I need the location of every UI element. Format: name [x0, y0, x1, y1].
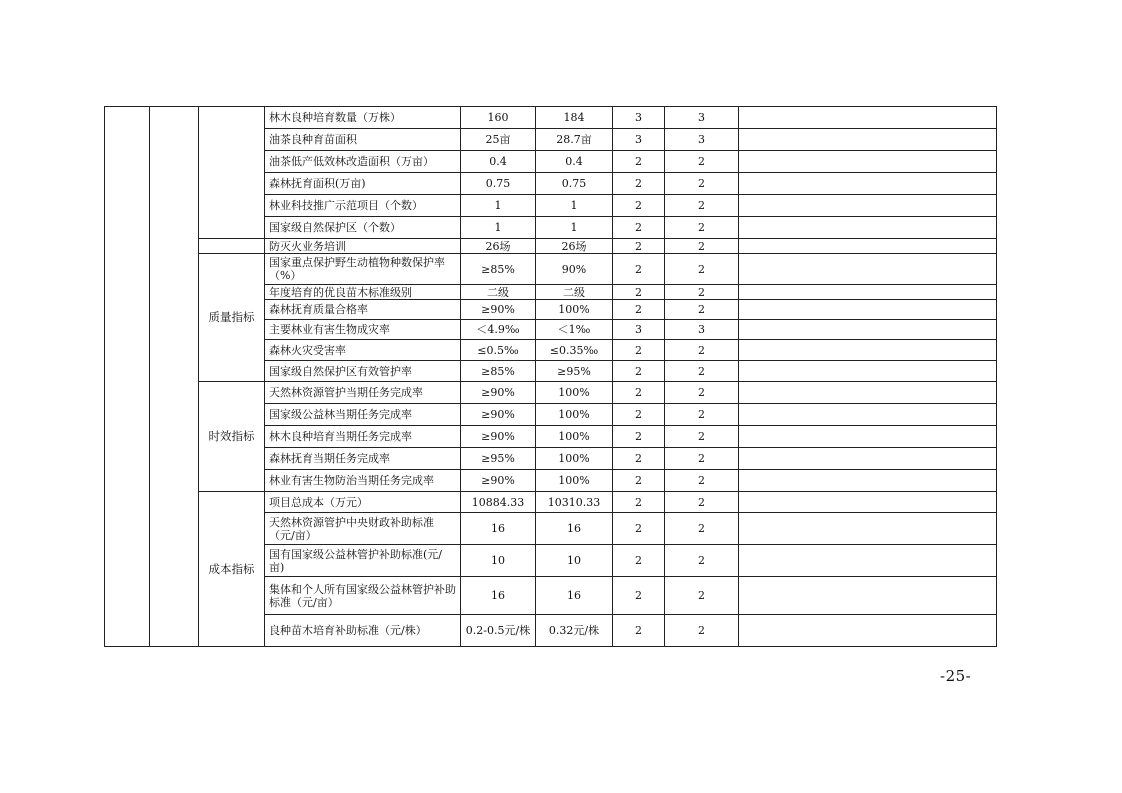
actual-value: 100%: [536, 382, 613, 404]
score-value: 2: [665, 404, 739, 426]
indicator-name: 国有国家级公益林管护补助标准(元/亩): [265, 545, 461, 577]
score-value: 2: [665, 173, 739, 195]
target-value: 二级: [461, 285, 536, 300]
remark-cell: [739, 545, 997, 577]
indicator-name: 油茶良种育苗面积: [265, 129, 461, 151]
weight-value: 2: [613, 195, 665, 217]
target-value: ≥90%: [461, 404, 536, 426]
score-value: 2: [665, 577, 739, 615]
indicator-name: 国家级自然保护区（个数）: [265, 217, 461, 239]
target-value: ≥95%: [461, 448, 536, 470]
score-value: 3: [665, 129, 739, 151]
indicator-name: 林业有害生物防治当期任务完成率: [265, 470, 461, 492]
target-value: ≥90%: [461, 470, 536, 492]
actual-value: ＜1‰: [536, 320, 613, 340]
weight-value: 2: [613, 615, 665, 647]
weight-value: 3: [613, 107, 665, 129]
table-row: [105, 492, 997, 513]
weight-value: 2: [613, 239, 665, 254]
target-value: 0.2-0.5元/株: [461, 615, 536, 647]
actual-value: 100%: [536, 448, 613, 470]
score-value: 2: [665, 254, 739, 285]
indicator-name: 林木良种培育当期任务完成率: [265, 426, 461, 448]
table-row: [105, 107, 997, 129]
target-value: 10884.33: [461, 492, 536, 513]
weight-value: 2: [613, 217, 665, 239]
actual-value: 16: [536, 577, 613, 615]
indicator-table: [104, 106, 997, 647]
target-value: ≥85%: [461, 361, 536, 382]
actual-value: ≥95%: [536, 361, 613, 382]
actual-value: 184: [536, 107, 613, 129]
target-value: 25亩: [461, 129, 536, 151]
weight-value: 2: [613, 545, 665, 577]
weight-value: 2: [613, 285, 665, 300]
indicator-name: 国家级自然保护区有效管护率: [265, 361, 461, 382]
actual-value: 26场: [536, 239, 613, 254]
actual-value: 100%: [536, 426, 613, 448]
remark-cell: [739, 382, 997, 404]
remark-cell: [739, 107, 997, 129]
weight-value: 2: [613, 300, 665, 320]
level2-cell: [150, 107, 199, 647]
actual-value: 100%: [536, 404, 613, 426]
category-cell: [199, 239, 265, 254]
indicator-name: 年度培育的优良苗木标准级别: [265, 285, 461, 300]
weight-value: 2: [613, 492, 665, 513]
weight-value: 3: [613, 129, 665, 151]
weight-value: 2: [613, 448, 665, 470]
score-value: 3: [665, 320, 739, 340]
remark-cell: [739, 448, 997, 470]
weight-value: 2: [613, 426, 665, 448]
indicator-name: 林业科技推广示范项目（个数）: [265, 195, 461, 217]
target-value: 0.4: [461, 151, 536, 173]
remark-cell: [739, 577, 997, 615]
remark-cell: [739, 404, 997, 426]
remark-cell: [739, 470, 997, 492]
target-value: ≥90%: [461, 426, 536, 448]
target-value: 1: [461, 217, 536, 239]
remark-cell: [739, 615, 997, 647]
indicator-name: 森林抚育质量合格率: [265, 300, 461, 320]
indicator-name: 国家重点保护野生动植物种数保护率（%）: [265, 254, 461, 285]
remark-cell: [739, 129, 997, 151]
target-value: 26场: [461, 239, 536, 254]
indicator-name: 项目总成本（万元）: [265, 492, 461, 513]
indicator-name: 集体和个人所有国家级公益林管护补助标准（元/亩）: [265, 577, 461, 615]
indicator-name: 天然林资源管护中央财政补助标准（元/亩）: [265, 513, 461, 545]
score-value: 2: [665, 340, 739, 361]
indicator-name: 森林火灾受害率: [265, 340, 461, 361]
actual-value: 1: [536, 195, 613, 217]
score-value: 2: [665, 426, 739, 448]
remark-cell: [739, 285, 997, 300]
score-value: 2: [665, 615, 739, 647]
score-value: 2: [665, 448, 739, 470]
score-value: 2: [665, 545, 739, 577]
actual-value: ≤0.35‰: [536, 340, 613, 361]
level1-cell: [105, 107, 150, 647]
score-value: 2: [665, 239, 739, 254]
actual-value: 0.75: [536, 173, 613, 195]
indicator-name: 油茶低产低效林改造面积（万亩）: [265, 151, 461, 173]
indicator-name: 主要林业有害生物成灾率: [265, 320, 461, 340]
score-value: 3: [665, 107, 739, 129]
remark-cell: [739, 361, 997, 382]
target-value: ≥85%: [461, 254, 536, 285]
indicator-name: 森林抚育面积(万亩): [265, 173, 461, 195]
remark-cell: [739, 254, 997, 285]
remark-cell: [739, 173, 997, 195]
actual-value: 1: [536, 217, 613, 239]
category-quality: 质量指标: [199, 254, 265, 382]
score-value: 2: [665, 285, 739, 300]
remark-cell: [739, 340, 997, 361]
category-cell: [199, 107, 265, 239]
indicator-name: 防灭火业务培训: [265, 239, 461, 254]
remark-cell: [739, 513, 997, 545]
indicator-name: 国家级公益林当期任务完成率: [265, 404, 461, 426]
actual-value: 10310.33: [536, 492, 613, 513]
score-value: 2: [665, 492, 739, 513]
table-row: [105, 254, 997, 285]
target-value: 16: [461, 513, 536, 545]
score-value: 2: [665, 382, 739, 404]
actual-value: 0.32元/株: [536, 615, 613, 647]
remark-cell: [739, 320, 997, 340]
score-value: 2: [665, 300, 739, 320]
target-value: 10: [461, 545, 536, 577]
actual-value: 28.7亩: [536, 129, 613, 151]
target-value: ≥90%: [461, 382, 536, 404]
target-value: 16: [461, 577, 536, 615]
actual-value: 10: [536, 545, 613, 577]
remark-cell: [739, 151, 997, 173]
remark-cell: [739, 195, 997, 217]
category-timeliness: 时效指标: [199, 382, 265, 492]
target-value: ≥90%: [461, 300, 536, 320]
weight-value: 2: [613, 151, 665, 173]
remark-cell: [739, 217, 997, 239]
score-value: 2: [665, 361, 739, 382]
score-value: 2: [665, 217, 739, 239]
weight-value: 2: [613, 513, 665, 545]
remark-cell: [739, 426, 997, 448]
actual-value: 90%: [536, 254, 613, 285]
category-cost: 成本指标: [199, 492, 265, 647]
weight-value: 2: [613, 173, 665, 195]
weight-value: 2: [613, 382, 665, 404]
weight-value: 2: [613, 577, 665, 615]
remark-cell: [739, 300, 997, 320]
actual-value: 100%: [536, 470, 613, 492]
target-value: ≤0.5‰: [461, 340, 536, 361]
weight-value: 2: [613, 470, 665, 492]
actual-value: 二级: [536, 285, 613, 300]
actual-value: 16: [536, 513, 613, 545]
page-number: -25-: [940, 667, 972, 685]
score-value: 2: [665, 151, 739, 173]
score-value: 2: [665, 513, 739, 545]
indicator-name: 天然林资源管护当期任务完成率: [265, 382, 461, 404]
target-value: 160: [461, 107, 536, 129]
remark-cell: [739, 492, 997, 513]
target-value: 1: [461, 195, 536, 217]
weight-value: 2: [613, 340, 665, 361]
weight-value: 2: [613, 254, 665, 285]
score-value: 2: [665, 470, 739, 492]
weight-value: 3: [613, 320, 665, 340]
indicator-name: 森林抚育当期任务完成率: [265, 448, 461, 470]
target-value: 0.75: [461, 173, 536, 195]
target-value: ＜4.9‰: [461, 320, 536, 340]
actual-value: 100%: [536, 300, 613, 320]
indicator-name: 林木良种培育数量（万株）: [265, 107, 461, 129]
weight-value: 2: [613, 404, 665, 426]
table-row: [105, 382, 997, 404]
table-row: [105, 239, 997, 254]
weight-value: 2: [613, 361, 665, 382]
remark-cell: [739, 239, 997, 254]
indicator-name: 良种苗木培育补助标准（元/株）: [265, 615, 461, 647]
actual-value: 0.4: [536, 151, 613, 173]
score-value: 2: [665, 195, 739, 217]
